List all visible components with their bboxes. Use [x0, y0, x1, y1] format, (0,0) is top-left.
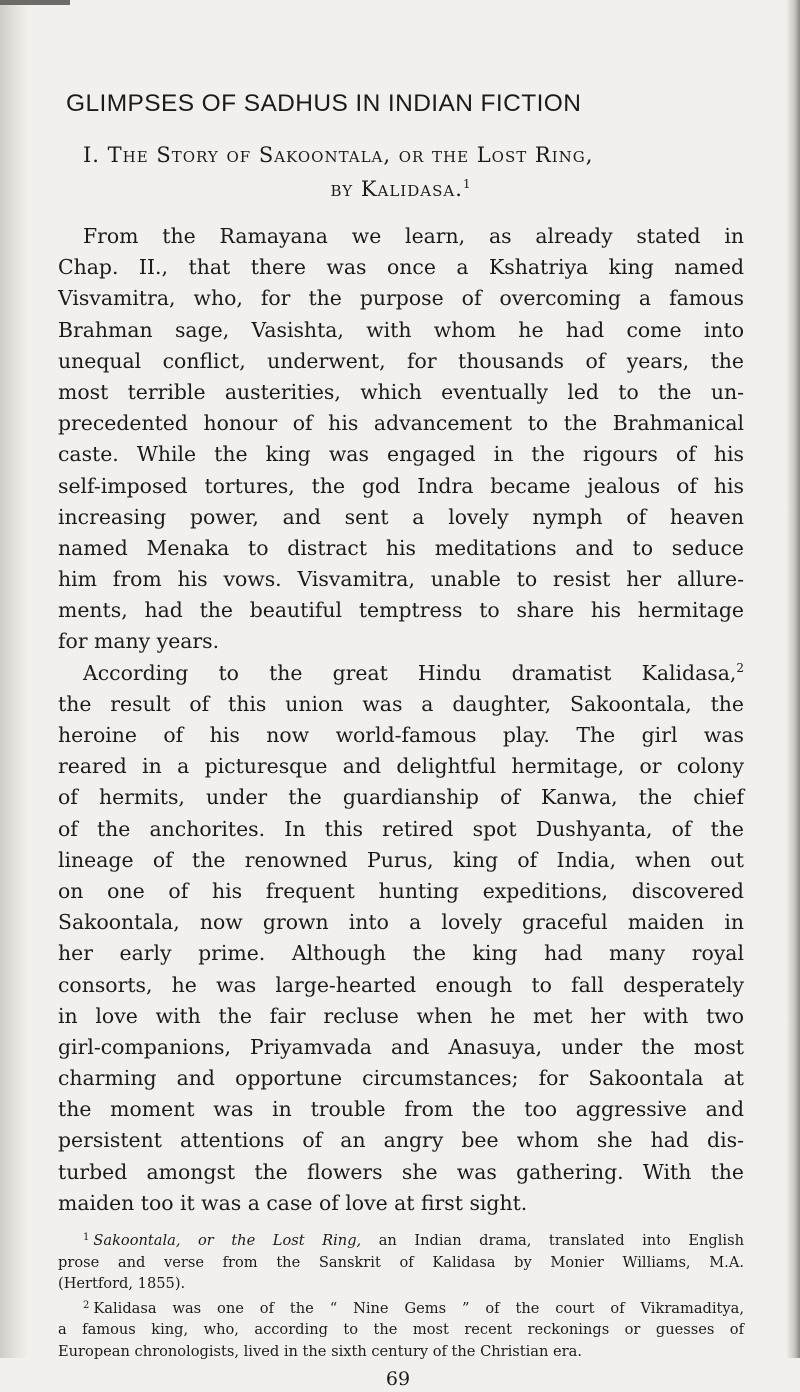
footnote-2-line-3: European chronologists, lived in the sixth century of the Christian era. [58, 1342, 582, 1360]
body-line [58, 658, 744, 689]
body-line-text: her early prime. Although the king had many royal [58, 941, 744, 966]
body-line [58, 626, 744, 657]
footnote-1-line-1 [58, 1227, 744, 1252]
body-line-text: unequal conflict, underwent, for thousands of years, the [58, 348, 744, 373]
book-page [58, 84, 744, 1392]
body-line [58, 471, 744, 502]
body-line-text: Brahman sage, Vasishta, with whom he had come into [58, 317, 744, 342]
body-line-text: the result of this union was a daughter, Sakoontala, the [58, 691, 744, 716]
body-line [58, 845, 744, 876]
body-line-text: maiden too it was a case of love at first sight. [58, 1190, 528, 1215]
scan-top-mark [0, 0, 70, 5]
footnote-ref-1: 1 [462, 177, 472, 191]
body-line [58, 1001, 744, 1032]
footnote-1-line-2: prose and verse from the Sanskrit of Kalidasa by Monier Williams, M.A. [58, 1253, 744, 1271]
body-line [58, 346, 744, 377]
body-line-text: on one of his frequent hunting expeditions, discovered [58, 878, 744, 903]
body-line-text: girl-companions, Priyamvada and Anasuya, under the most [58, 1034, 744, 1059]
body-line-text: From the Ramayana we learn, as already stated in [83, 224, 744, 248]
body-line-text: most terrible austerities, which eventually led to the un- [58, 379, 744, 404]
body-line-text: for many years. [58, 629, 220, 654]
footnote-2-text: Kalidasa was one of the “ Nine Gems ” of the court of Vikramaditya, [93, 1299, 744, 1317]
body-line-text: reared in a picturesque and delightful hermitage, or colony [58, 754, 744, 779]
body-line-text: persistent attentions of an angry bee whom she had dis- [58, 1128, 744, 1153]
body-line-text: charming and opportune circumstances; for Sakoontala at [58, 1066, 744, 1091]
chapter-heading-line-1 [58, 138, 744, 172]
body-line-text: the moment was in trouble from the too aggressive and [58, 1097, 744, 1122]
body-line [58, 595, 744, 626]
body-line-text: Visvamitra, who, for the purpose of overcoming a famous [58, 286, 744, 311]
body-line [58, 876, 744, 907]
body-line [58, 1063, 744, 1094]
body-line-text: increasing power, and sent a lovely nymph of heaven [58, 504, 744, 529]
footnotes [58, 1227, 744, 1362]
body-line-text: consorts, he was large-hearted enough to fall desperately [58, 972, 744, 997]
body-line [58, 938, 744, 969]
footnote-2-mark: 2 [83, 1299, 90, 1311]
footnote-1-text: an Indian drama, translated into English [378, 1232, 744, 1249]
body-line [58, 564, 744, 595]
scan-edge-left [0, 0, 28, 1358]
body-line [58, 970, 744, 1001]
body-line [58, 1188, 744, 1219]
body-line [58, 252, 744, 283]
chapter-heading-text-2: by Kalidasa. [330, 177, 463, 201]
body-line-text: in love with the fair recluse when he met her with two [58, 1003, 744, 1028]
body-line-text: Sakoontala, now grown into a lovely graceful maiden in [58, 910, 744, 935]
running-head: GLIMPSES OF SADHUS IN INDIAN FICTION [66, 90, 582, 117]
body-line-text: of the anchorites. In this retired spot Dushyanta, of the [58, 816, 744, 841]
body-line [58, 1125, 744, 1156]
body-line [58, 439, 744, 470]
body-text [58, 221, 744, 1219]
body-line [58, 782, 744, 813]
body-line [58, 377, 744, 408]
body-line [58, 1094, 744, 1125]
body-line-text: him from his vows. Visvamitra, unable to resist her allure- [58, 567, 744, 592]
body-line [58, 1157, 744, 1188]
body-line-text: lineage of the renowned Purus, king of India, when out [58, 847, 744, 872]
footnote-1-line-3: (Hertford, 1855). [58, 1275, 186, 1292]
body-line-text: heroine of his now world-famous play. The girl was [58, 723, 744, 747]
body-line [58, 221, 744, 252]
chapter-heading-line-2 [58, 172, 744, 206]
body-line [58, 1032, 744, 1063]
footnote-2-line-1 [58, 1295, 744, 1320]
scan-edge-right [786, 0, 800, 1358]
body-line [58, 533, 744, 564]
body-line [58, 720, 744, 751]
footnote-1-title: Sakoontala, or the Lost Ring, [93, 1232, 362, 1249]
body-line [58, 408, 744, 439]
body-line-text: turbed amongst the flowers she was gathering. With the [58, 1159, 744, 1184]
body-line [58, 907, 744, 938]
footnote-ref-2: 2 [736, 660, 744, 675]
body-line-text: According to the great Hindu dramatist Kalidasa, [83, 660, 737, 685]
footnote-2-line-2: a famous king, who, according to the most recent reckonings or guesses of [58, 1321, 744, 1338]
body-line-text: Chap. II., that there was once a Kshatriya king named [58, 255, 744, 280]
page-number: 69 [385, 1368, 411, 1390]
footnote-1-mark: 1 [83, 1232, 90, 1243]
body-line-text: precedented honour of his advancement to the Brahmanical [58, 411, 744, 436]
body-line [58, 689, 744, 720]
body-line [58, 814, 744, 845]
chapter-heading-text-1: I. The Story of Sakoontala, or the Lost Ring, [83, 143, 594, 167]
body-line [58, 315, 744, 346]
body-line [58, 751, 744, 782]
body-line-text: named Menaka to distract his meditations and to seduce [58, 535, 744, 560]
body-line-text: self-imposed tortures, the god Indra became jealous of his [58, 473, 744, 498]
body-line [58, 283, 744, 314]
body-line-text: ments, had the beautiful temptress to share his hermitage [58, 598, 744, 623]
body-line [58, 502, 744, 533]
body-line-text: caste. While the king was engaged in the rigours of his [58, 442, 744, 467]
body-line-text: of hermits, under the guardianship of Kanwa, the chief [58, 785, 744, 810]
